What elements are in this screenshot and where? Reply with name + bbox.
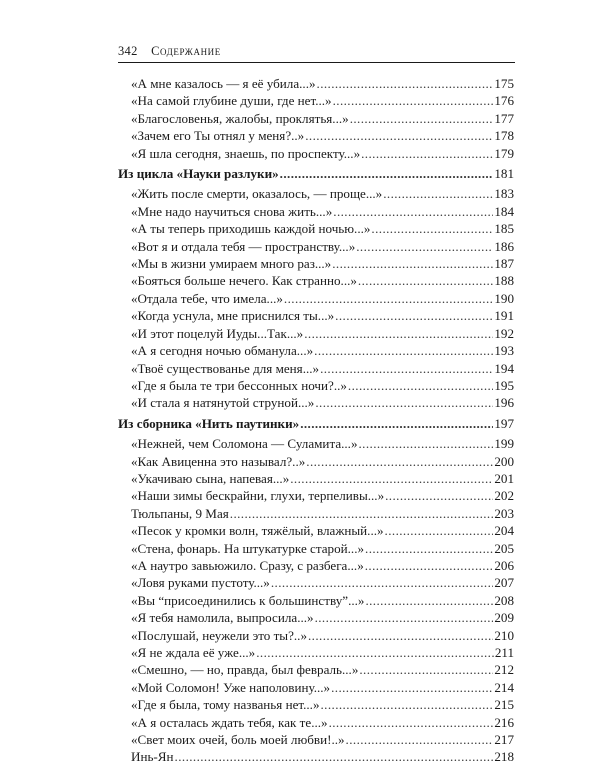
toc-entry-title: «Наши зимы бескрайни, глухи, терпеливы...» bbox=[131, 488, 385, 504]
toc-page-number: 176 bbox=[494, 93, 514, 109]
toc-entry-title: «Твоё существованье для меня...» bbox=[131, 360, 320, 376]
toc-page-number: 205 bbox=[494, 540, 514, 556]
toc-entry-title: «И стала я натянутой струной...» bbox=[131, 395, 315, 411]
toc-entry bbox=[118, 127, 514, 144]
running-title: Содержание bbox=[151, 44, 221, 58]
dot-leader bbox=[256, 644, 494, 661]
toc-entry-title: «Жить после смерти, оказалось, — проще...» bbox=[131, 186, 383, 202]
toc-section-heading bbox=[118, 415, 514, 432]
dot-leader bbox=[365, 557, 494, 574]
toc-entry bbox=[118, 325, 514, 342]
toc-entry-title: «Когда уснула, мне приснился ты...» bbox=[131, 308, 335, 324]
toc-page-number: 195 bbox=[494, 377, 514, 393]
dot-leader bbox=[317, 75, 494, 92]
header-rule bbox=[118, 62, 515, 63]
toc-page-number: 187 bbox=[494, 256, 514, 272]
toc-page-number: 184 bbox=[494, 203, 514, 219]
toc-page-number: 175 bbox=[494, 76, 514, 91]
dot-leader bbox=[332, 255, 493, 272]
toc-entry-title: «Бояться больше нечего. Как странно...» bbox=[131, 273, 357, 289]
toc-entry bbox=[118, 394, 514, 411]
toc-entry-title: «Мне надо научиться снова жить...» bbox=[131, 203, 333, 219]
dot-leader bbox=[300, 415, 493, 432]
toc-page-number: 215 bbox=[494, 697, 514, 713]
toc-page-number: 186 bbox=[494, 238, 514, 254]
page-number: 342 bbox=[118, 44, 138, 58]
toc-page-number: 181 bbox=[494, 166, 514, 182]
toc-page-number: 200 bbox=[494, 453, 514, 469]
toc-entry bbox=[118, 435, 514, 452]
toc-entry-title: «Стена, фонарь. На штукатурке старой...» bbox=[131, 540, 365, 556]
dot-leader bbox=[321, 696, 494, 713]
toc-entry-title: «Песок у кромки волн, тяжёлый, влажный...» bbox=[131, 523, 384, 539]
toc-entry bbox=[118, 505, 514, 522]
toc-page-number: 210 bbox=[494, 627, 514, 643]
toc-entry bbox=[118, 748, 514, 765]
toc-entry bbox=[118, 470, 514, 487]
toc-entry-title: «Благословенья, жалобы, проклятья...» bbox=[131, 110, 349, 126]
toc-page-number: 218 bbox=[494, 749, 514, 765]
toc-entry bbox=[118, 696, 514, 713]
dot-leader bbox=[329, 714, 494, 731]
toc-entry bbox=[118, 627, 514, 644]
toc-entry-title: «Мы в жизни умираем много раз...» bbox=[131, 256, 332, 272]
toc-page-number: 209 bbox=[494, 610, 514, 626]
toc-entry bbox=[118, 714, 514, 731]
toc-page-number: 203 bbox=[494, 505, 514, 521]
toc-entry bbox=[118, 609, 514, 626]
toc-entry bbox=[118, 272, 514, 289]
dot-leader bbox=[308, 627, 493, 644]
dot-leader bbox=[346, 731, 494, 748]
toc-page-number: 212 bbox=[494, 662, 514, 678]
dot-leader bbox=[315, 394, 493, 411]
toc-entry bbox=[118, 592, 514, 609]
toc-page-number: 202 bbox=[494, 488, 514, 504]
toc-page-number: 179 bbox=[494, 145, 514, 161]
toc-entry bbox=[118, 661, 514, 678]
toc-entry bbox=[118, 307, 514, 324]
toc-entry bbox=[118, 644, 514, 661]
dot-leader bbox=[385, 487, 493, 504]
toc-entry-title: Инь-Ян bbox=[131, 749, 174, 765]
toc-page-number: 196 bbox=[494, 395, 514, 411]
toc-entry bbox=[118, 574, 514, 591]
toc-entry bbox=[118, 220, 514, 237]
toc-page-number: 211 bbox=[494, 645, 514, 660]
toc-entry bbox=[118, 557, 514, 574]
toc-page-number: 207 bbox=[494, 575, 514, 591]
toc-entry-title: «И этот поцелуй Иуды...Так...» bbox=[131, 325, 304, 341]
dot-leader bbox=[333, 203, 493, 220]
toc-entry-title: «А наутро завьюжило. Сразу, с разбега...» bbox=[131, 557, 364, 573]
toc-entry bbox=[118, 540, 514, 557]
dot-leader bbox=[306, 453, 493, 470]
toc-entry bbox=[118, 290, 514, 307]
dot-leader bbox=[284, 290, 493, 307]
toc-entry-title: «Ловя руками пустоту...» bbox=[131, 575, 270, 591]
toc-entry-title: «Как Авиценна это называл?..» bbox=[131, 453, 306, 469]
toc-page-number: 197 bbox=[494, 415, 514, 431]
toc-entry-title: «А ты теперь приходишь каждой ночью...» bbox=[131, 221, 371, 237]
dot-leader bbox=[385, 522, 494, 539]
dot-leader bbox=[315, 609, 494, 626]
dot-leader bbox=[356, 238, 493, 255]
dot-leader bbox=[365, 540, 493, 557]
dot-leader bbox=[290, 470, 493, 487]
toc-page-number: 192 bbox=[494, 325, 514, 341]
toc-entry-title: Из сборника «Нить паутинки» bbox=[118, 415, 300, 431]
toc-entry bbox=[118, 377, 514, 394]
toc-entry bbox=[118, 110, 514, 127]
toc-entry-title: «Где я была те три бессонных ночи?..» bbox=[131, 377, 347, 393]
dot-leader bbox=[383, 185, 493, 202]
toc-entry bbox=[118, 679, 514, 696]
toc-entry-title: «Вот я и отдала тебя — пространству...» bbox=[131, 238, 356, 254]
toc-entry-title: «Вы “присоединились к большинству”...» bbox=[131, 592, 365, 608]
toc-page-number: 191 bbox=[494, 308, 514, 324]
toc-entry-title: «А мне казалось — я её убила...» bbox=[131, 76, 316, 91]
dot-leader bbox=[335, 307, 493, 324]
toc-entry-title: «Смешно, — но, правда, был февраль...» bbox=[131, 662, 359, 678]
dot-leader bbox=[359, 435, 494, 452]
toc-entry bbox=[118, 203, 514, 220]
toc-page-number: 208 bbox=[494, 592, 514, 608]
table-of-contents bbox=[118, 75, 514, 766]
toc-entry bbox=[118, 453, 514, 470]
toc-entry bbox=[118, 522, 514, 539]
dot-leader bbox=[348, 377, 493, 394]
toc-entry-title: «Я тебя намолила, выпросила...» bbox=[131, 610, 314, 626]
toc-entry bbox=[118, 75, 514, 92]
toc-entry-title: «На самой глубине души, где нет...» bbox=[131, 93, 332, 109]
toc-entry-title: «Я не ждала её уже...» bbox=[131, 645, 256, 660]
toc-entry-title: «А я сегодня ночью обманула...» bbox=[131, 343, 314, 359]
dot-leader bbox=[371, 220, 493, 237]
toc-entry-title: «Свет моих очей, боль моей любви!..» bbox=[131, 732, 345, 748]
toc-page-number: 188 bbox=[494, 273, 514, 289]
toc-page-number: 178 bbox=[494, 128, 514, 144]
toc-page-number: 194 bbox=[494, 360, 514, 376]
toc-entry-title: Из цикла «Науки разлуки» bbox=[118, 166, 279, 182]
toc-entry-title: «Нежней, чем Соломона — Суламита...» bbox=[131, 436, 358, 452]
toc-page-number: 217 bbox=[494, 732, 514, 748]
dot-leader bbox=[350, 110, 494, 127]
toc-section-heading bbox=[118, 165, 514, 182]
toc-page-number: 214 bbox=[494, 679, 514, 695]
dot-leader bbox=[314, 342, 493, 359]
dot-leader bbox=[359, 661, 493, 678]
dot-leader bbox=[305, 127, 493, 144]
toc-entry bbox=[118, 92, 514, 109]
toc-entry bbox=[118, 487, 514, 504]
dot-leader bbox=[271, 574, 494, 591]
toc-entry-title: «Мой Соломон! Уже наполовину...» bbox=[131, 679, 331, 695]
dot-leader bbox=[175, 748, 494, 765]
toc-page-number: 206 bbox=[494, 557, 514, 573]
toc-entry-title: «Укачиваю сына, напевая...» bbox=[131, 470, 290, 486]
toc-entry-title: «Зачем его Ты отнял у меня?..» bbox=[131, 128, 305, 144]
toc-page-number: 185 bbox=[494, 221, 514, 237]
toc-page-number: 193 bbox=[494, 343, 514, 359]
toc-entry bbox=[118, 360, 514, 377]
toc-entry bbox=[118, 731, 514, 748]
dot-leader bbox=[304, 325, 493, 342]
toc-page-number: 177 bbox=[494, 110, 514, 126]
toc-page-number: 201 bbox=[494, 470, 514, 486]
toc-entry bbox=[118, 145, 514, 162]
toc-entry-title: «Послушай, неужели это ты?..» bbox=[131, 627, 307, 643]
toc-entry bbox=[118, 255, 514, 272]
dot-leader bbox=[358, 272, 493, 289]
running-header bbox=[118, 44, 514, 59]
dot-leader bbox=[333, 92, 494, 109]
toc-entry-title: «Я шла сегодня, знаешь, по проспекту...» bbox=[131, 145, 361, 161]
toc-page-number: 216 bbox=[494, 714, 514, 730]
toc-page-number: 204 bbox=[494, 523, 514, 539]
toc-entry-title: «А я осталась ждать тебя, как те...» bbox=[131, 714, 328, 730]
toc-entry-title: «Где я была, тому названья нет...» bbox=[131, 697, 320, 713]
toc-entry-title: «Отдала тебе, что имела...» bbox=[131, 290, 283, 306]
dot-leader bbox=[280, 165, 494, 182]
dot-leader bbox=[331, 679, 493, 696]
dot-leader bbox=[361, 145, 493, 162]
toc-entry bbox=[118, 238, 514, 255]
toc-page-number: 199 bbox=[494, 436, 514, 452]
toc-entry-title: Тюльпаны, 9 Мая bbox=[131, 505, 229, 521]
toc-entry bbox=[118, 342, 514, 359]
dot-leader bbox=[230, 505, 494, 522]
dot-leader bbox=[320, 360, 493, 377]
toc-page-number: 190 bbox=[494, 290, 514, 306]
toc-entry bbox=[118, 185, 514, 202]
toc-page-number: 183 bbox=[494, 186, 514, 202]
dot-leader bbox=[365, 592, 493, 609]
